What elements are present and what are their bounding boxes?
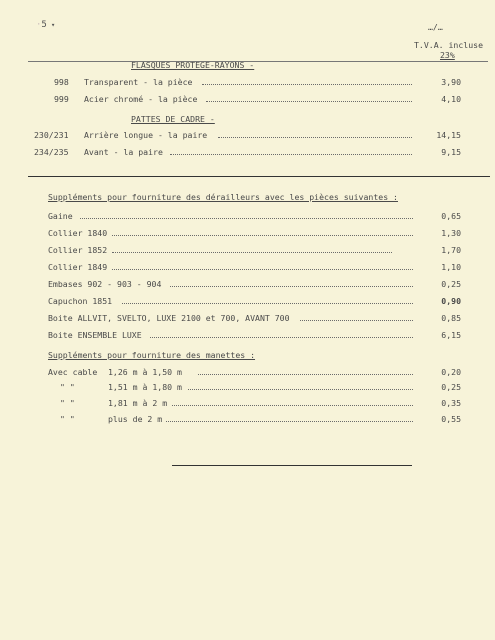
item-code: 999 bbox=[54, 94, 69, 104]
dot-leader bbox=[300, 320, 413, 321]
item-price: 0,25 bbox=[441, 382, 461, 392]
section2-title: PATTES DE CADRE - bbox=[131, 114, 215, 124]
item-price: 0,85 bbox=[441, 313, 461, 323]
item-label: Gaine bbox=[48, 211, 73, 221]
item-price: 0,65 bbox=[441, 211, 461, 221]
dot-leader bbox=[112, 269, 413, 270]
dot-leader bbox=[172, 405, 413, 406]
item-label: Avant - la paire bbox=[84, 147, 163, 157]
item-price: 1,70 bbox=[441, 245, 461, 255]
item-price: 14,15 bbox=[436, 130, 461, 140]
item-label: 1,81 m à 2 m bbox=[108, 398, 168, 408]
header-rule bbox=[28, 61, 488, 62]
item-price: 0,20 bbox=[441, 367, 461, 377]
dot-leader bbox=[170, 286, 413, 287]
item-price: 0,35 bbox=[441, 398, 461, 408]
dot-leader bbox=[218, 137, 412, 138]
item-label: Arrière longue - la paire bbox=[84, 130, 208, 140]
item-code: 230/231 bbox=[34, 130, 69, 140]
item-price: 4,10 bbox=[441, 94, 461, 104]
section1-title: FLASQUES PROTEGE-RAYONS - bbox=[131, 60, 255, 70]
item-label: Boite ENSEMBLE LUXE bbox=[48, 330, 142, 340]
page-mark: ·5 ▾ bbox=[36, 20, 56, 30]
item-price: 3,90 bbox=[441, 77, 461, 87]
item-label: 1,26 m à 1,50 m bbox=[108, 367, 182, 377]
item-label: Collier 1849 bbox=[48, 262, 108, 272]
dot-leader bbox=[188, 389, 413, 390]
item-price: 0,90 bbox=[441, 296, 461, 306]
dot-leader bbox=[198, 374, 413, 375]
item-prefix: " " bbox=[60, 382, 75, 392]
dot-leader bbox=[170, 154, 412, 155]
dot-leader bbox=[202, 84, 412, 85]
item-label: 1,51 m à 1,80 m bbox=[108, 382, 182, 392]
section3-title: Suppléments pour fourniture des dérailleurs avec les pièces suivantes : bbox=[48, 192, 398, 202]
item-code: 998 bbox=[54, 77, 69, 87]
tva-rate: 23% bbox=[440, 50, 455, 60]
item-label: plus de 2 m bbox=[108, 414, 163, 424]
item-price: 0,25 bbox=[441, 279, 461, 289]
dot-leader bbox=[80, 218, 413, 219]
item-label: Capuchon 1851 bbox=[48, 296, 113, 306]
item-prefix: " " bbox=[60, 398, 75, 408]
item-code: 234/235 bbox=[34, 147, 69, 157]
item-label: Collier 1840 bbox=[48, 228, 108, 238]
item-label: Boite ALLVIT, SVELTO, LUXE 2100 et 700, AVANT 700 bbox=[48, 313, 290, 323]
closing-rule bbox=[172, 465, 412, 466]
section-divider bbox=[28, 176, 490, 177]
page-mark-number: 5 bbox=[41, 20, 47, 30]
item-label: Collier 1852 bbox=[48, 245, 108, 255]
dot-leader bbox=[112, 252, 392, 253]
item-prefix: Avec cable bbox=[48, 367, 98, 377]
item-label: Embases 902 - 903 - 904 bbox=[48, 279, 162, 289]
dot-leader bbox=[206, 101, 412, 102]
continuation-mark: …/… bbox=[428, 22, 443, 32]
item-price: 0,55 bbox=[441, 414, 461, 424]
item-label: Transparent - la pièce bbox=[84, 77, 193, 87]
dot-leader bbox=[122, 303, 413, 304]
item-price: 6,15 bbox=[441, 330, 461, 340]
tva-label: T.V.A. incluse bbox=[414, 40, 484, 50]
dot-leader bbox=[112, 235, 413, 236]
item-price: 1,10 bbox=[441, 262, 461, 272]
section4-title: Suppléments pour fourniture des manettes : bbox=[48, 350, 256, 360]
item-price: 1,30 bbox=[441, 228, 461, 238]
item-prefix: " " bbox=[60, 414, 75, 424]
item-label: Acier chromé - la pièce bbox=[84, 94, 198, 104]
dot-leader bbox=[150, 337, 413, 338]
item-price: 9,15 bbox=[441, 147, 461, 157]
dot-leader bbox=[166, 421, 413, 422]
